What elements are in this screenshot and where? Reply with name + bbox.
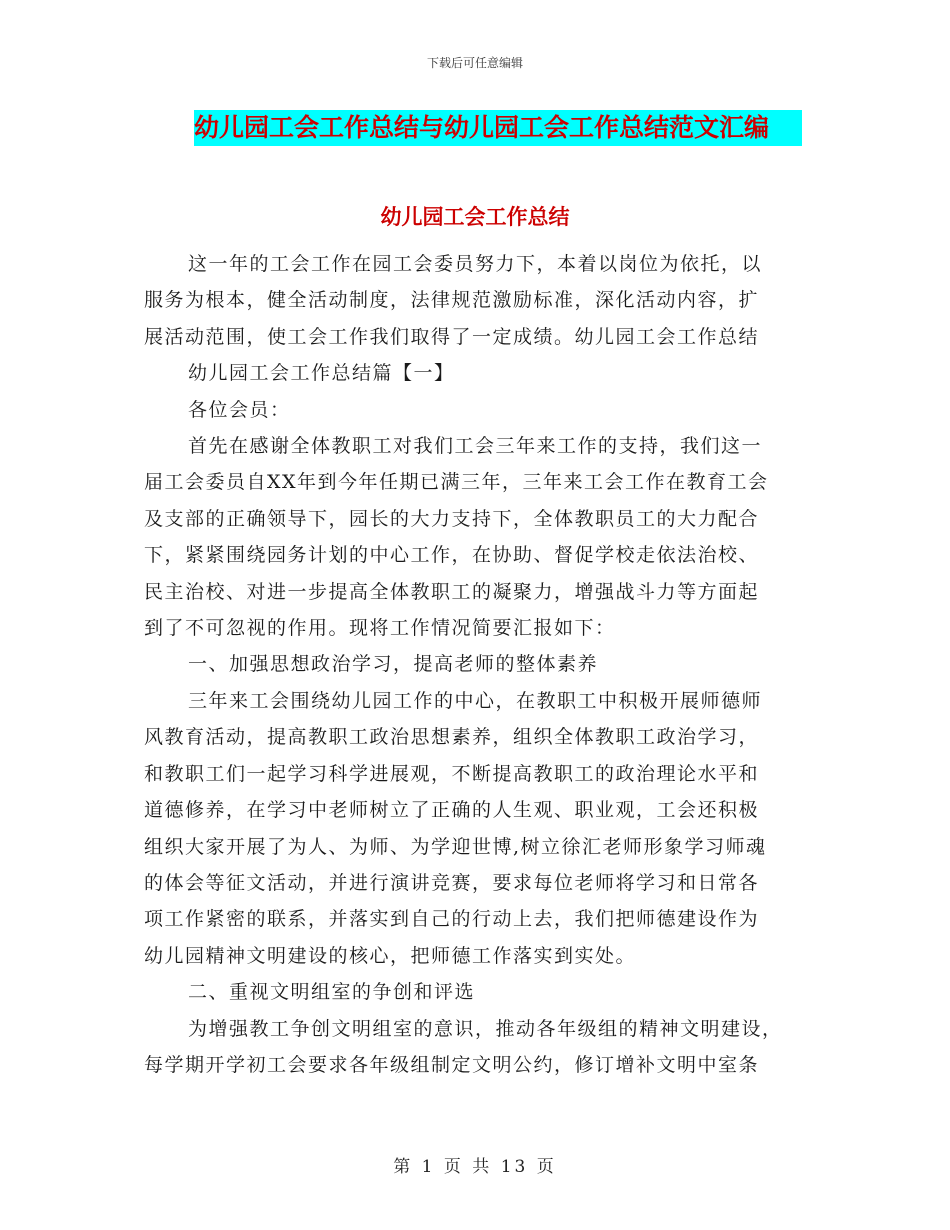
text-line: 这一年的工会工作在园工会委员努力下，本着以岗位为依托，以 (188, 253, 763, 275)
text-line: 和教职工们一起学习科学进展观，不断提高教职工的政治理论水平和 (144, 762, 760, 785)
text-line: 下，紧紧围绕园务计划的中心工作，在协助、督促学校走依法治校、 (144, 544, 760, 567)
text-line: 一、加强思想政治学习，提高老师的整体素养 (188, 653, 599, 676)
text-line: 首先在感谢全体教职工对我们工会三年来工作的支持，我们这一 (188, 435, 763, 458)
text-line: 为增强教工争创文明组室的意识，推动各年级组的精神文明建设， (188, 1017, 783, 1040)
header-note: 下载后可任意编辑 (426, 56, 523, 70)
text-line: 风教育活动，提高教职工政治思想素养，组织全体教职工政治学习， (144, 726, 760, 749)
text-line: 道德修养，在学习中老师树立了正确的人生观、职业观，工会还积极 (144, 799, 760, 822)
text-line: 项工作紧密的联系，并落实到自己的行动上去，我们把师德建设作为 (144, 908, 760, 931)
text-line: 每学期开学初工会要求各年级组制定文明公约，修订增补文明中室条 (144, 1053, 760, 1076)
text-line: 届工会委员自XX年到今年任期已满三年，三年来工会工作在教育工会 (144, 471, 769, 494)
text-line: 到了不可忽视的作用。现将工作情况简要汇报如下： (144, 617, 616, 640)
text-line: 民主治校、对进一步提高全体教职工的凝聚力，增强战斗力等方面起 (144, 580, 760, 603)
text-line: 展活动范围，使工会工作我们取得了一定成绩。幼儿园工会工作总结 (144, 325, 760, 348)
text-line: 的体会等征文活动，并进行演讲竞赛，要求每位老师将学习和日常各 (144, 871, 760, 894)
text-line: 及支部的正确领导下，园长的大力支持下，全体教职员工的大力配合 (144, 507, 760, 530)
page-footer: 第 1 页 共 13 页 (393, 1157, 557, 1177)
text-line: 各位会员： (188, 398, 291, 421)
body-text (144, 246, 804, 1083)
main-title: 幼儿园工会工作总结与幼儿园工会工作总结范文汇编 (194, 110, 802, 146)
text-line: 幼儿园工会工作总结篇【一】 (188, 362, 455, 385)
text-line: 二、重视文明组室的争创和评选 (188, 981, 476, 1004)
text-line: 服务为根本，健全活动制度，法律规范激励标准，深化活动内容，扩 (144, 289, 760, 312)
text-line: 组织大家开展了为人、为师、为学迎世博,树立徐汇老师形象学习师魂 (144, 835, 767, 858)
sub-title: 幼儿园工会工作总结 (380, 205, 570, 229)
text-line: 幼儿园精神文明建设的核心，把师德工作落实到实处。 (144, 944, 637, 967)
text-line: 三年来工会围绕幼儿园工作的中心，在教职工中积极开展师德师 (188, 689, 763, 712)
